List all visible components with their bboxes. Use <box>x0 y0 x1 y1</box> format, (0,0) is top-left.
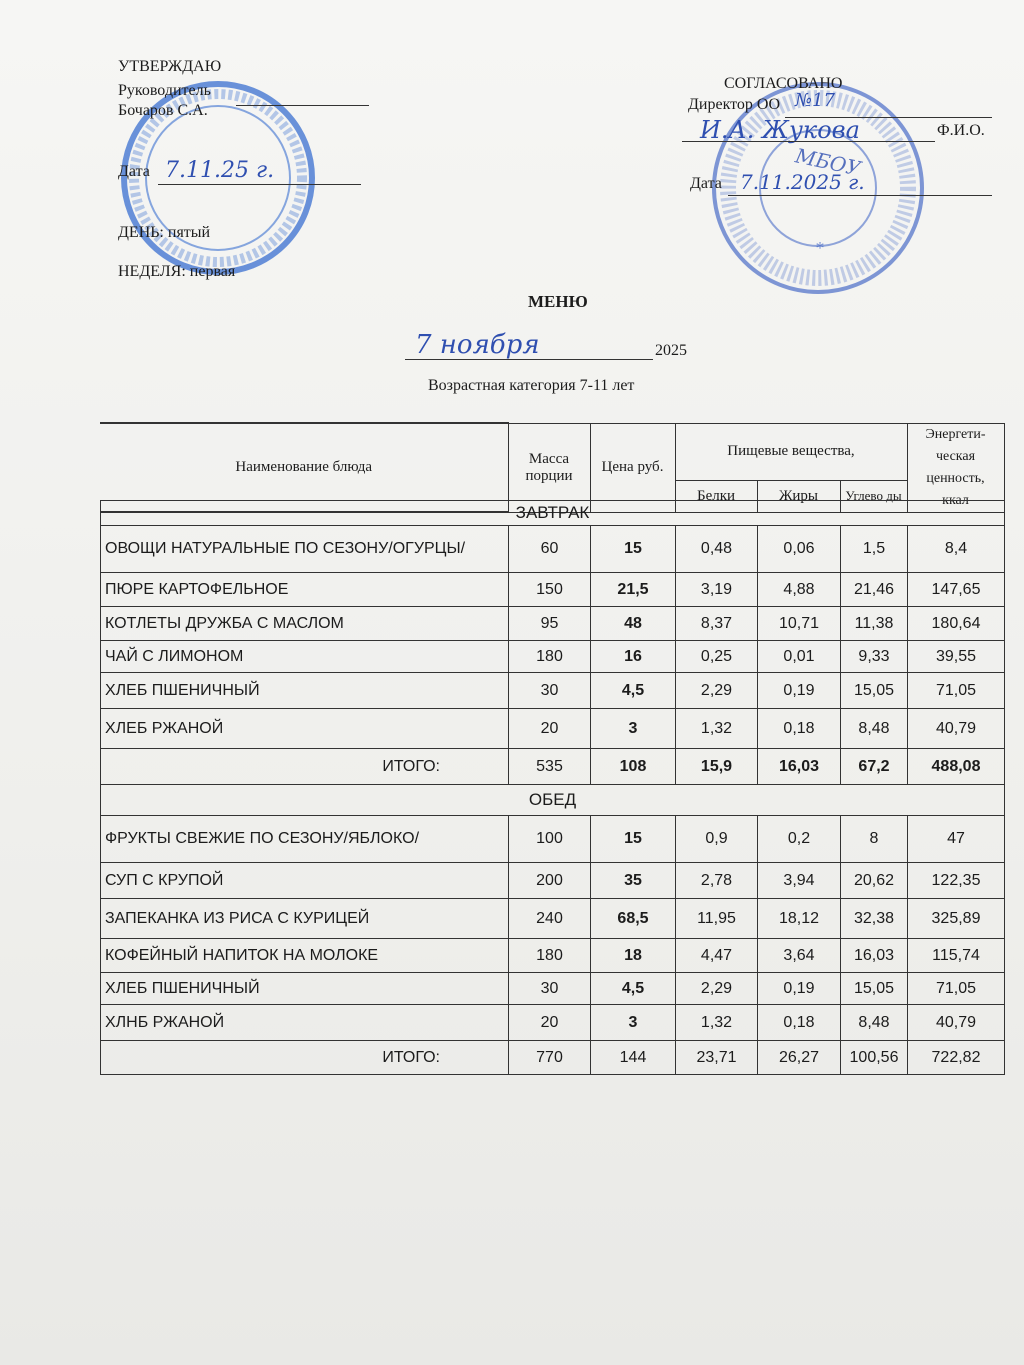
cell-mass: 20 <box>509 1005 591 1041</box>
dish-name: ХЛЕБ РЖАНОЙ <box>101 709 509 749</box>
cell-price: 3 <box>591 1005 676 1041</box>
cell-carbs: 15,05 <box>841 973 908 1005</box>
total-mass: 770 <box>509 1041 591 1075</box>
cell-protein: 0,25 <box>676 641 758 673</box>
table-row <box>101 816 1005 863</box>
cell-protein: 0,9 <box>676 816 758 863</box>
cell-mass: 20 <box>509 709 591 749</box>
cell-energy: 325,89 <box>908 899 1005 939</box>
table-row <box>101 573 1005 607</box>
table-row <box>101 863 1005 899</box>
cell-mass: 100 <box>509 816 591 863</box>
cell-price: 48 <box>591 607 676 641</box>
header-name: Наименование блюда <box>100 423 508 512</box>
agreed-role: Директор ОО <box>688 96 781 113</box>
table-row <box>101 709 1005 749</box>
approve-date-handwritten: 7.11.25 г. <box>165 158 275 183</box>
total-energy: 488,08 <box>908 749 1005 785</box>
section-header <box>101 785 1005 816</box>
approve-date-label: Дата <box>118 163 150 180</box>
cell-protein: 2,29 <box>676 673 758 709</box>
cell-energy: 8,4 <box>908 526 1005 573</box>
cell-energy: 180,64 <box>908 607 1005 641</box>
header-fat: Жиры <box>757 481 840 512</box>
cell-fat: 4,88 <box>758 573 841 607</box>
cell-fat: 0,01 <box>758 641 841 673</box>
menu-date-handwritten: 7 ноября <box>415 330 540 360</box>
total-price: 144 <box>591 1041 676 1075</box>
agreed-role-handwritten: №17 <box>795 90 835 111</box>
cell-price: 15 <box>591 816 676 863</box>
cell-mass: 200 <box>509 863 591 899</box>
svg-text:*: * <box>815 238 825 258</box>
total-fat: 26,27 <box>758 1041 841 1075</box>
header-energy: Энергети-ческая ценность, ккал <box>907 423 1004 512</box>
cell-energy: 71,05 <box>908 973 1005 1005</box>
cell-energy: 47 <box>908 816 1005 863</box>
cell-fat: 0,19 <box>758 973 841 1005</box>
document-title: МЕНЮ <box>528 292 588 311</box>
section-header <box>101 501 1005 526</box>
dish-name: ПЮРЕ КАРТОФЕЛЬНОЕ <box>101 573 509 607</box>
menu-table <box>100 500 1005 1075</box>
cell-price: 4,5 <box>591 973 676 1005</box>
director-signature: И.А. Жукова <box>700 116 860 144</box>
header-mass: Масса порции <box>508 423 590 512</box>
dish-name: ЗАПЕКАНКА ИЗ РИСА С КУРИЦЕЙ <box>101 899 509 939</box>
cell-carbs: 8,48 <box>841 1005 908 1041</box>
agreed-title: СОГЛАСОВАНО <box>724 75 843 92</box>
cell-carbs: 15,05 <box>841 673 908 709</box>
total-row <box>101 749 1005 785</box>
total-energy: 722,82 <box>908 1041 1005 1075</box>
cell-fat: 3,94 <box>758 863 841 899</box>
cell-energy: 40,79 <box>908 1005 1005 1041</box>
cell-energy: 115,74 <box>908 939 1005 973</box>
agreed-date-label: Дата <box>690 175 722 192</box>
cell-protein: 2,78 <box>676 863 758 899</box>
dish-name: ХЛЕБ ПШЕНИЧНЫЙ <box>101 673 509 709</box>
section-title: ЗАВТРАК <box>101 501 1005 526</box>
total-carbs: 100,56 <box>841 1041 908 1075</box>
total-row <box>101 1041 1005 1075</box>
cell-fat: 3,64 <box>758 939 841 973</box>
approve-role: Руководитель <box>118 82 211 99</box>
cell-fat: 0,2 <box>758 816 841 863</box>
fio-label: Ф.И.О. <box>937 122 985 139</box>
cell-price: 68,5 <box>591 899 676 939</box>
cell-carbs: 21,46 <box>841 573 908 607</box>
cell-price: 21,5 <box>591 573 676 607</box>
cell-mass: 60 <box>509 526 591 573</box>
dish-name: ОВОЩИ НАТУРАЛЬНЫЕ ПО СЕЗОНУ/ОГУРЦЫ/ <box>101 526 509 573</box>
approve-name: Бочаров С.А. <box>118 102 208 119</box>
dish-name: ФРУКТЫ СВЕЖИЕ ПО СЕЗОНУ/ЯБЛОКО/ <box>101 816 509 863</box>
table-row <box>101 607 1005 641</box>
dish-name: СУП С КРУПОЙ <box>101 863 509 899</box>
cell-mass: 180 <box>509 641 591 673</box>
cell-mass: 30 <box>509 973 591 1005</box>
table-row <box>101 641 1005 673</box>
stamp-text: МБОУ <box>793 143 863 181</box>
cell-energy: 40,79 <box>908 709 1005 749</box>
cell-energy: 122,35 <box>908 863 1005 899</box>
total-protein: 15,9 <box>676 749 758 785</box>
cell-fat: 18,12 <box>758 899 841 939</box>
cell-fat: 0,18 <box>758 709 841 749</box>
cell-protein: 8,37 <box>676 607 758 641</box>
cell-carbs: 1,5 <box>841 526 908 573</box>
header-carbs: Углево ды <box>840 481 907 512</box>
cell-protein: 3,19 <box>676 573 758 607</box>
agreed-date-handwritten: 7.11.2025 г. <box>740 170 865 194</box>
total-carbs: 67,2 <box>841 749 908 785</box>
approve-title: УТВЕРЖДАЮ <box>118 58 222 75</box>
total-label: ИТОГО: <box>101 1041 509 1075</box>
section-title: ОБЕД <box>101 785 1005 816</box>
cell-fat: 0,18 <box>758 1005 841 1041</box>
cell-price: 3 <box>591 709 676 749</box>
table-row <box>101 526 1005 573</box>
cell-carbs: 32,38 <box>841 899 908 939</box>
cell-price: 35 <box>591 863 676 899</box>
cell-protein: 1,32 <box>676 1005 758 1041</box>
total-protein: 23,71 <box>676 1041 758 1075</box>
cell-carbs: 8 <box>841 816 908 863</box>
total-price: 108 <box>591 749 676 785</box>
cell-carbs: 8,48 <box>841 709 908 749</box>
cell-mass: 30 <box>509 673 591 709</box>
day-label: ДЕНЬ: пятый <box>118 224 211 241</box>
table-row <box>101 673 1005 709</box>
cell-energy: 147,65 <box>908 573 1005 607</box>
cell-protein: 11,95 <box>676 899 758 939</box>
cell-mass: 180 <box>509 939 591 973</box>
dish-name: ХЛНБ РЖАНОЙ <box>101 1005 509 1041</box>
cell-fat: 0,19 <box>758 673 841 709</box>
cell-price: 18 <box>591 939 676 973</box>
cell-carbs: 9,33 <box>841 641 908 673</box>
cell-carbs: 16,03 <box>841 939 908 973</box>
cell-protein: 2,29 <box>676 973 758 1005</box>
week-label: НЕДЕЛЯ: первая <box>118 263 236 280</box>
dish-name: КОТЛЕТЫ ДРУЖБА С МАСЛОМ <box>101 607 509 641</box>
cell-protein: 1,32 <box>676 709 758 749</box>
total-fat: 16,03 <box>758 749 841 785</box>
cell-fat: 0,06 <box>758 526 841 573</box>
dish-name: КОФЕЙНЫЙ НАПИТОК НА МОЛОКЕ <box>101 939 509 973</box>
header-price: Цена руб. <box>590 423 675 512</box>
cell-mass: 150 <box>509 573 591 607</box>
cell-price: 15 <box>591 526 676 573</box>
table-row <box>101 1005 1005 1041</box>
cell-energy: 71,05 <box>908 673 1005 709</box>
table-row <box>101 899 1005 939</box>
age-category: Возрастная категория 7-11 лет <box>428 377 635 394</box>
cell-protein: 4,47 <box>676 939 758 973</box>
cell-protein: 0,48 <box>676 526 758 573</box>
cell-mass: 240 <box>509 899 591 939</box>
cell-price: 16 <box>591 641 676 673</box>
header-protein: Белки <box>675 481 757 512</box>
cell-mass: 95 <box>509 607 591 641</box>
cell-carbs: 11,38 <box>841 607 908 641</box>
header-nutrients: Пищевые вещества, <box>675 423 907 481</box>
total-mass: 535 <box>509 749 591 785</box>
dish-name: ЧАЙ С ЛИМОНОМ <box>101 641 509 673</box>
menu-year: 2025 <box>655 342 687 359</box>
cell-fat: 10,71 <box>758 607 841 641</box>
dish-name: ХЛЕБ ПШЕНИЧНЫЙ <box>101 973 509 1005</box>
cell-price: 4,5 <box>591 673 676 709</box>
total-label: ИТОГО: <box>101 749 509 785</box>
table-row <box>101 973 1005 1005</box>
cell-energy: 39,55 <box>908 641 1005 673</box>
cell-carbs: 20,62 <box>841 863 908 899</box>
table-row <box>101 939 1005 973</box>
